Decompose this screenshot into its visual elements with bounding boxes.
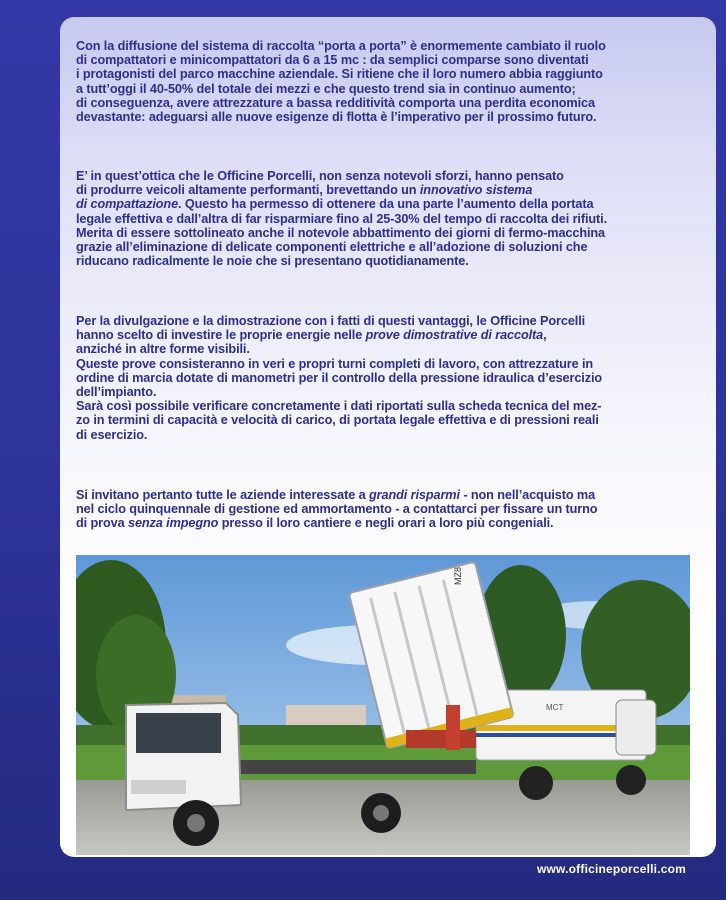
- text-line: E’ in quest’ottica che le Officine Porcelli, non senza notevoli sforzi, hanno pensato: [76, 169, 564, 183]
- paragraph-demonstrations: [76, 314, 706, 442]
- text-span: hanno scelto di investire le proprie energie nelle: [76, 328, 366, 343]
- chassis: [226, 760, 476, 774]
- text-line: zo in termini di capacità e velocità di carico, di portata legale effettiva e di pressioni reali: [76, 413, 599, 428]
- paragraph-intro: [76, 39, 706, 124]
- text-line: [76, 488, 706, 502]
- text-line: ordine di marcia dotate di manometri per il controllo della pressione idraulica d’esercizio: [76, 370, 603, 385]
- text-line: [76, 197, 706, 211]
- cab-window: [136, 713, 221, 753]
- text-line: Per la divulgazione e la dimostrazione con i fatti di questi vantaggi, le Officine Porcelli: [76, 314, 586, 328]
- text-line: Queste prove consisteranno in veri e propri turni completi di lavoro, con attrezzature in: [76, 356, 594, 371]
- wheel: [519, 766, 553, 800]
- wheel-hub: [373, 805, 389, 821]
- truck-photo: [76, 555, 690, 855]
- text-line: Merita di essere sottolineato anche il notevole abbattimento dei giorni di fermo-macchina: [76, 225, 606, 240]
- emphasis-compaction: di compattazione: [76, 197, 179, 212]
- website-url[interactable]: www.officineporcelli.com: [536, 862, 686, 876]
- text-line: [76, 516, 706, 530]
- text-span: di prova: [76, 516, 128, 531]
- emphasis-demonstrations: prove dimostrative di raccolta: [365, 328, 544, 343]
- text-line: i protagonisti del parco macchine aziendale. Si ritiene che il loro numero abbia raggiunto: [76, 67, 603, 82]
- text-span: . Questo ha permesso di ottenere da una parte l’aumento della portata: [178, 197, 594, 212]
- text-line: devastante: adeguarsi alle nuove esigenze di flotta è l’imperativo per il prossimo futuro.: [76, 110, 597, 125]
- truck-illustration: [76, 555, 690, 855]
- text-line: [76, 183, 706, 197]
- text-line: riducano radicalmente le noie che si presentano quotidianamente.: [76, 254, 469, 269]
- rear-truck-cab: [616, 700, 656, 755]
- text-line: legale effettiva e dall’altra di far risparmiare fino al 25-30% del tempo di raccolta dei rifiuti.: [76, 211, 608, 226]
- emphasis-big-savings: grandi risparmi: [369, 488, 460, 502]
- text-line: di compattatori e minicompattatori da 6 a 15 mc : da semplici comparse sono diventati: [76, 53, 589, 68]
- emphasis-no-obligation: senza impegno: [127, 516, 219, 531]
- text-line: grazie all’eliminazione di delicate componenti elettriche e all’adozione di soluzioni che: [76, 240, 588, 255]
- text-line: dell’impianto.: [76, 385, 157, 400]
- content-panel: [60, 17, 716, 857]
- text-span: - non nell’acquisto ma: [459, 488, 596, 502]
- cab-grille: [131, 780, 186, 794]
- text-line: di conseguenza, avere attrezzature a bassa redditività comporta una perdita economica: [76, 95, 595, 110]
- text-line: Con la diffusione del sistema di raccolta “porta a porta” è enormemente cambiato il ruolo: [76, 39, 606, 53]
- lift-arm: [446, 705, 460, 750]
- paragraph-invitation: [76, 488, 706, 531]
- text-span: ,: [543, 328, 547, 343]
- text-line: Sarà così possibile verificare concretamente i dati riportati sulla scheda tecnica del mez-: [76, 399, 602, 414]
- text-line: anziché in altre forme visibili.: [76, 342, 250, 357]
- wheel-hub: [187, 814, 205, 832]
- text-line: [76, 328, 706, 342]
- text-line: a tutt’oggi il 40-50% del totale dei mezzi e che questo trend sia in continuo aumento;: [76, 81, 576, 96]
- text-line: nel ciclo quinquennale di gestione ed ammortamento - a contattarci per fissare un turno: [76, 502, 598, 517]
- wheel: [616, 765, 646, 795]
- bin-label: MZ8: [453, 567, 463, 585]
- lift-arm: [406, 730, 476, 748]
- text-line: di esercizio.: [76, 427, 148, 442]
- text-span: Si invitano pertanto tutte le aziende interessate a: [76, 488, 370, 502]
- text-span: presso il loro cantiere e negli orari a loro più congeniali.: [218, 516, 554, 531]
- emphasis-innovative-system: innovativo sistema: [419, 183, 533, 198]
- paragraph-compaction: [76, 169, 706, 268]
- text-span: di produrre veicoli altamente performanti, brevettando un: [76, 183, 420, 198]
- body-label: MCT: [546, 703, 564, 712]
